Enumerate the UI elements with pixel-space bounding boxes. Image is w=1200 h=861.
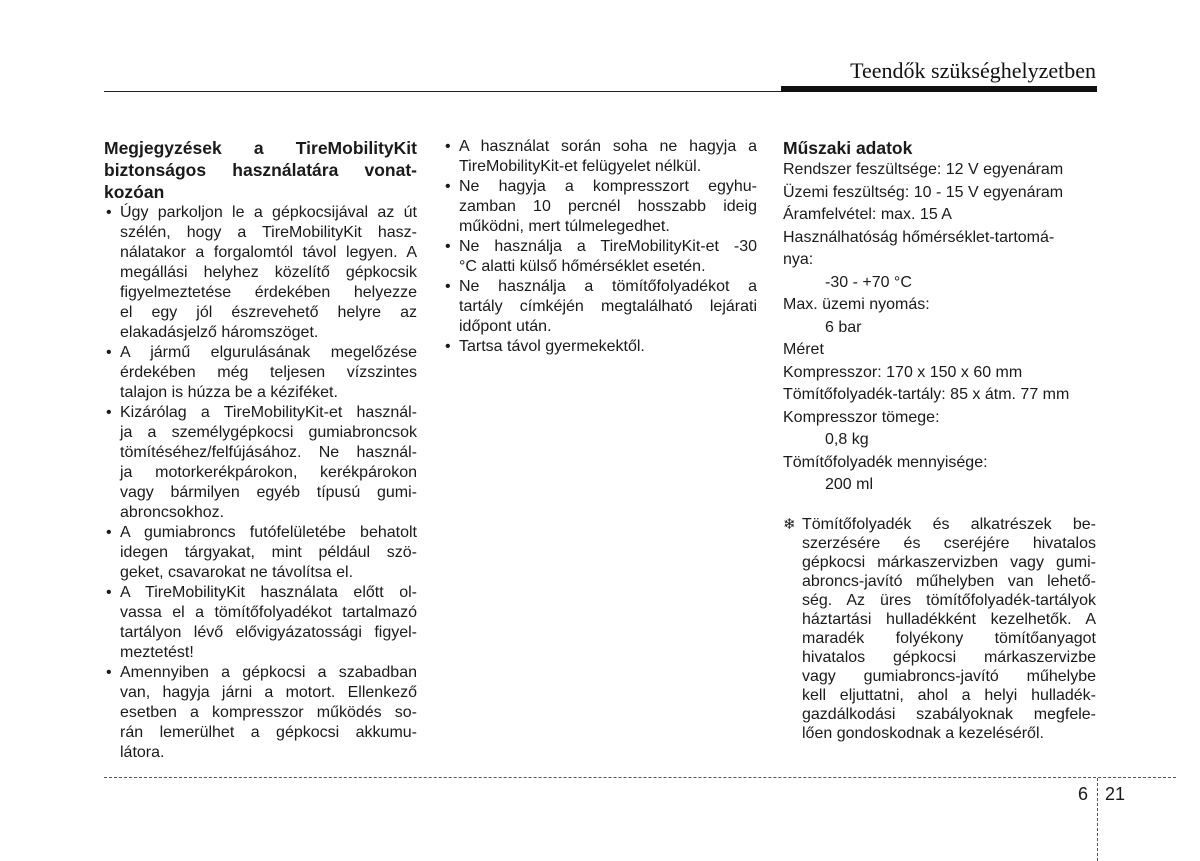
text-line: A gumiabroncs futófelületébe behatolt — [120, 524, 417, 541]
spec-line: nya: — [783, 251, 814, 268]
bullet-item — [443, 177, 757, 237]
spec-line: 0,8 kg — [825, 431, 869, 448]
spec-line: Tömítőfolyadék mennyisége: — [783, 453, 988, 471]
bullet-list-safety — [104, 203, 417, 763]
text-line: szélén, hogy a TireMobilityKit hasz- — [120, 224, 417, 241]
spec-line: -30 - +70 °C — [825, 273, 912, 291]
text-line: tartályon lévő elővigyázatossági figyel- — [120, 624, 417, 641]
text-line: Kizárólag a TireMobilityKit-et használ- — [120, 404, 417, 421]
column-safety-notes-continued — [443, 137, 757, 357]
spec-line: 200 ml — [825, 476, 874, 493]
text-line: esetben a kompresszor működés so- — [120, 704, 417, 721]
text-line: zamban 10 percnél hosszabb ideig — [459, 198, 757, 215]
text-line: Ne használja a tömítőfolyadékot a — [459, 278, 757, 295]
text-line: háztartási hulladékként kezelhetők. A — [802, 610, 1096, 628]
text-line: figyelmeztetése érdekében helyezze — [120, 284, 417, 301]
text-line: gazdálkodási szabályoknak megfele- — [802, 705, 1096, 723]
text-line: működni, mert túlmelegedhet. — [459, 218, 670, 235]
text-line: biztonságos használatára vonat- — [104, 160, 417, 180]
text-line: maradék folyékony tömítőanyagot — [802, 629, 1096, 647]
column-technical-data — [783, 137, 1096, 743]
text-line: megállási helyhez közelítő gépkocsik — [120, 264, 417, 281]
text-line: rán lemerülhet a gépkocsi akkumu- — [120, 724, 417, 741]
note-text — [802, 515, 1096, 743]
spec-line: Max. üzemi nyomás: — [783, 296, 930, 313]
spec-line: Rendszer feszültsége: 12 V egyenáram — [783, 161, 1064, 178]
text-line: gépkocsi márkaszervizben vagy gumi- — [802, 553, 1096, 571]
text-line: Tömítőfolyadék és alkatrészek be- — [802, 515, 1096, 533]
bullet-item — [104, 343, 417, 403]
bullet-item — [104, 203, 417, 343]
text-line: kozóan — [104, 182, 165, 202]
bullet-icon: • — [106, 204, 112, 221]
bullet-item — [104, 583, 417, 663]
text-line: Ne használja a TireMobilityKit-et -30 — [459, 238, 757, 255]
bullet-item — [443, 337, 757, 357]
page-number: 21 — [1105, 784, 1126, 804]
text-line: lően gondoskodnak a kezeléséről. — [802, 724, 1044, 742]
text-line: van, hagyja járni a motort. Ellenkező — [120, 684, 417, 701]
text-line: vagy gumiabroncs-javító műhelybe — [802, 667, 1096, 685]
text-line: geket, csavarokat ne távolítsa el. — [120, 564, 354, 581]
bullet-item — [443, 137, 757, 177]
spec-line: Tömítőfolyadék-tartály: 85 x átm. 77 mm — [783, 386, 1070, 403]
chapter-title: Teendők szükséghelyzetben — [850, 58, 1096, 83]
header-bar — [781, 86, 1097, 92]
bullet-icon: • — [445, 178, 451, 195]
text-line: meztetést! — [120, 644, 194, 661]
text-line: Ne hagyja a kompresszort egyhu- — [459, 178, 757, 195]
text-line: abroncs-javító műhelyben van lehető- — [802, 572, 1096, 590]
text-line: hivatalos gépkocsi márkaszervizbe — [802, 648, 1096, 666]
text-line: tömítéséhez/felfújásához. Ne használ- — [120, 444, 417, 461]
bullet-item — [443, 277, 757, 337]
bullet-icon: • — [445, 278, 451, 295]
text-line: érdekében még teljesen vízszintes — [120, 364, 417, 381]
spec-line: Kompresszor tömege: — [783, 408, 940, 426]
section-heading-technical-data: Műszaki adatok — [783, 138, 913, 158]
text-line: TireMobilityKit-et felügyelet nélkül. — [459, 158, 702, 175]
bullet-item — [104, 403, 417, 523]
bullet-icon: • — [106, 404, 112, 421]
spec-line: 6 bar — [825, 318, 862, 336]
text-line: kell eljuttatni, ahol a helyi hulladék- — [802, 686, 1096, 704]
bullet-icon: • — [106, 344, 112, 361]
text-line: Úgy parkoljon le a gépkocsijával az út — [120, 204, 417, 221]
bullet-icon: • — [445, 338, 451, 355]
text-line: vassa el a tömítőfolyadékot tartalmazó — [120, 604, 417, 621]
bullet-item — [104, 523, 417, 583]
snowflake-note-icon: ❄ — [783, 515, 796, 533]
text-line: talajon is húzza be a kéziféket. — [120, 384, 338, 401]
text-line: ja motorkerékpárokon, kerékpárokon — [120, 464, 417, 481]
text-line: nálatakor a forgalomtól távol legyen. A — [120, 244, 417, 261]
text-line: abroncsokhoz. — [120, 504, 225, 521]
bullet-list-safety-continued — [443, 137, 757, 357]
spec-line: Méret — [783, 341, 824, 358]
bullet-icon: • — [106, 524, 112, 541]
text-line: Tartsa távol gyermekektől. — [459, 338, 645, 355]
disposal-note — [783, 515, 1096, 743]
section-heading-safety — [104, 137, 417, 203]
text-line: el egy jól észrevehető helyre az — [120, 304, 417, 321]
spec-line: Kompresszor: 170 x 150 x 60 mm — [783, 363, 1023, 381]
text-line: szerzésére és cseréjére hivatalos — [802, 534, 1096, 552]
spec-line: Üzemi feszültség: 10 - 15 V egyenáram — [783, 183, 1064, 201]
text-line: ség. Az üres tömítőfolyadék-tartályok — [802, 591, 1096, 609]
bullet-item — [443, 237, 757, 277]
bullet-icon: • — [445, 238, 451, 255]
text-line: Megjegyzések a TireMobilityKit — [104, 138, 417, 158]
footer-vertical-divider — [1097, 778, 1098, 861]
text-line: A használat során soha ne hagyja a — [459, 138, 757, 155]
text-line: A TireMobilityKit használata előtt ol- — [120, 584, 417, 601]
text-line: vagy bármilyen egyéb típusú gumi- — [120, 484, 417, 501]
text-line: A jármű elgurulásának megelőzése — [120, 344, 417, 361]
bullet-icon: • — [106, 584, 112, 601]
spec-list — [783, 159, 1096, 497]
header-rule — [104, 91, 782, 92]
text-line: °C alatti külső hőmérséklet esetén. — [459, 258, 706, 275]
bullet-item — [104, 663, 417, 763]
text-line: ja a személygépkocsi gumiabroncsok — [120, 424, 417, 441]
text-line: elakadásjelző háromszöget. — [120, 324, 319, 341]
text-line: látora. — [120, 744, 165, 761]
text-line: időpont után. — [459, 318, 552, 335]
footer-dashed-rule — [104, 777, 1176, 778]
text-line: tartály címkéjén megtalálható lejárati — [459, 298, 757, 315]
text-line: Amennyiben a gépkocsi a szabadban — [120, 664, 417, 681]
spec-line: Áramfelvétel: max. 15 A — [783, 206, 952, 223]
column-safety-notes — [104, 137, 417, 763]
section-number: 6 — [1078, 784, 1089, 804]
bullet-icon: • — [445, 138, 451, 155]
spec-line: Használhatóság hőmérséklet-tartomá- — [783, 228, 1055, 246]
text-line: idegen tárgyakat, mint például szö- — [120, 544, 417, 561]
bullet-icon: • — [106, 664, 112, 681]
